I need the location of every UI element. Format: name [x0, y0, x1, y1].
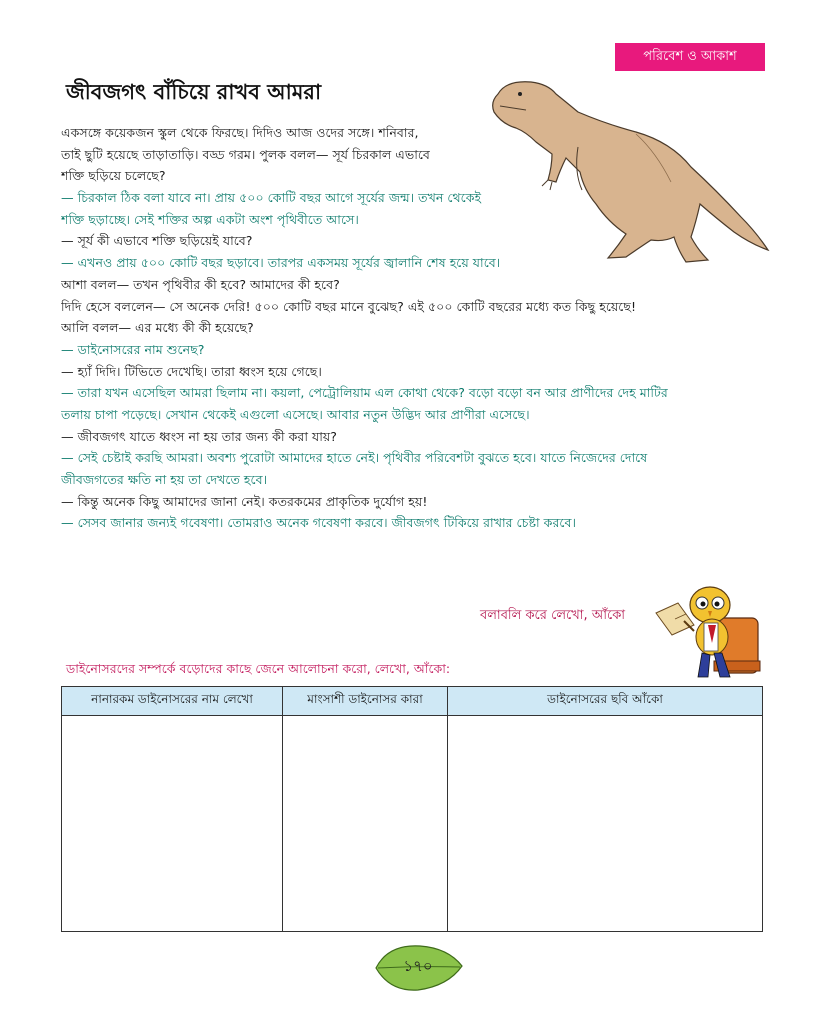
- activity-table: [61, 686, 763, 932]
- discuss-prompt: বলাবলি করে লেখো, আঁকো: [480, 608, 626, 623]
- story-line: আশা বলল— তখন পৃথিবীর কী হবে? আমাদের কী হবে?: [61, 276, 340, 292]
- story-line: দিদি হেসে বললেন— সে অনেক দেরি! ৫০০ কোটি বছর মানে বুঝেছ? এই ৫০০ কোটি বছরের মধ্যে কত কিছু হয়েছে!: [61, 298, 637, 314]
- page-number: ১৭০: [403, 957, 433, 975]
- story-line: তলায় চাপা পড়েছে। সেখান থেকেই এগুলো এসেছে। আবার নতুন উদ্ভিদ আর প্রাণীরা এসেছে।: [61, 406, 530, 422]
- story-line: — ডাইনোসরের নাম শুনেছ?: [61, 341, 205, 357]
- column-header-names: নানারকম ডাইনোসরের নাম লেখো: [62, 687, 283, 716]
- story-line: তাই ছুটি হয়েছে তাড়াতাড়ি। বড্ড গরম। পুলক বলল— সূর্য চিরকাল এভাবে: [61, 146, 430, 162]
- drawing-cell[interactable]: [448, 716, 763, 932]
- story-line: — তারা যখন এসেছিল আমরা ছিলাম না। কয়লা, পেট্রোলিয়াম এল কোথা থেকে? বড়ো বড়ো বন আর প্রাণীদের দেহ মাটির: [61, 385, 668, 401]
- story-line: শক্তি ছড়িয়ে চলেছে?: [61, 168, 166, 184]
- story-line: আলি বলল— এর মধ্যে কী কী হয়েছে?: [61, 320, 254, 336]
- story-line: — সেই চেষ্টাই করছি আমরা। অবশ্য পুরোটা আমাদের হাতে নেই। পৃথিবীর পরিবেশটা বুঝতে হবে। যাতে নিজেদের দোষে: [61, 450, 648, 466]
- story-line: জীবজগতের ক্ষতি না হয় তা দেখতে হবে।: [61, 472, 268, 487]
- story-line: একসঙ্গে কয়েকজন স্কুল থেকে ফিরছে। দিদিও আজ ওদের সঙ্গে। শনিবার,: [61, 125, 419, 140]
- table-header-row: [62, 687, 763, 716]
- story-line: — এখনও প্রায় ৫০০ কোটি বছর ছড়াবে। তারপর একসময় সূর্যের জ্বালানি শেষ হয়ে যাবে।: [61, 255, 501, 271]
- story-line: — হ্যাঁ দিদি। টিভিতে দেখেছি। তারা ধ্বংস হয়ে গেছে।: [61, 363, 322, 379]
- story-text: [61, 122, 761, 534]
- story-line: — কিন্তু অনেক কিছু আমাদের জানা নেই। কতরকমের প্রাকৃতিক দুর্যোগ হয়!: [61, 493, 428, 509]
- column-header-drawing: ডাইনোসরের ছবি আঁকো: [448, 687, 763, 716]
- story-line: — সেসব জানার জন্যই গবেষণা। তোমরাও অনেক গবেষণা করবে। জীবজগৎ টিকিয়ে রাখার চেষ্টা করবে।: [61, 515, 576, 531]
- activity-instruction: ডাইনোসরদের সম্পর্কে বড়োদের কাছে জেনে আলোচনা করো, লেখো, আঁকো:: [66, 661, 451, 676]
- owl-reading-icon: [648, 573, 763, 688]
- page-title: জীবজগৎ বাঁচিয়ে রাখব আমরা: [66, 80, 322, 104]
- column-header-carnivores: মাংসাশী ডাইনোসর কারা: [283, 687, 448, 716]
- names-cell[interactable]: [62, 716, 283, 932]
- table-row: [62, 716, 763, 932]
- section-tag: পরিবেশ ও আকাশ: [615, 43, 765, 71]
- story-line: — চিরকাল ঠিক বলা যাবে না। প্রায় ৫০০ কোটি বছর আগে সূর্যের জন্ম। তখন থেকেই: [61, 190, 482, 206]
- story-line: — জীবজগৎ যাতে ধ্বংস না হয় তার জন্য কী করা যায়?: [61, 428, 337, 444]
- story-line: শক্তি ছড়াচ্ছে। সেই শক্তির অল্প একটা অংশ পৃথিবীতে আসে।: [61, 211, 359, 227]
- story-line: — সূর্য কী এভাবে শক্তি ছড়িয়েই যাবে?: [61, 233, 253, 249]
- carnivores-cell[interactable]: [283, 716, 448, 932]
